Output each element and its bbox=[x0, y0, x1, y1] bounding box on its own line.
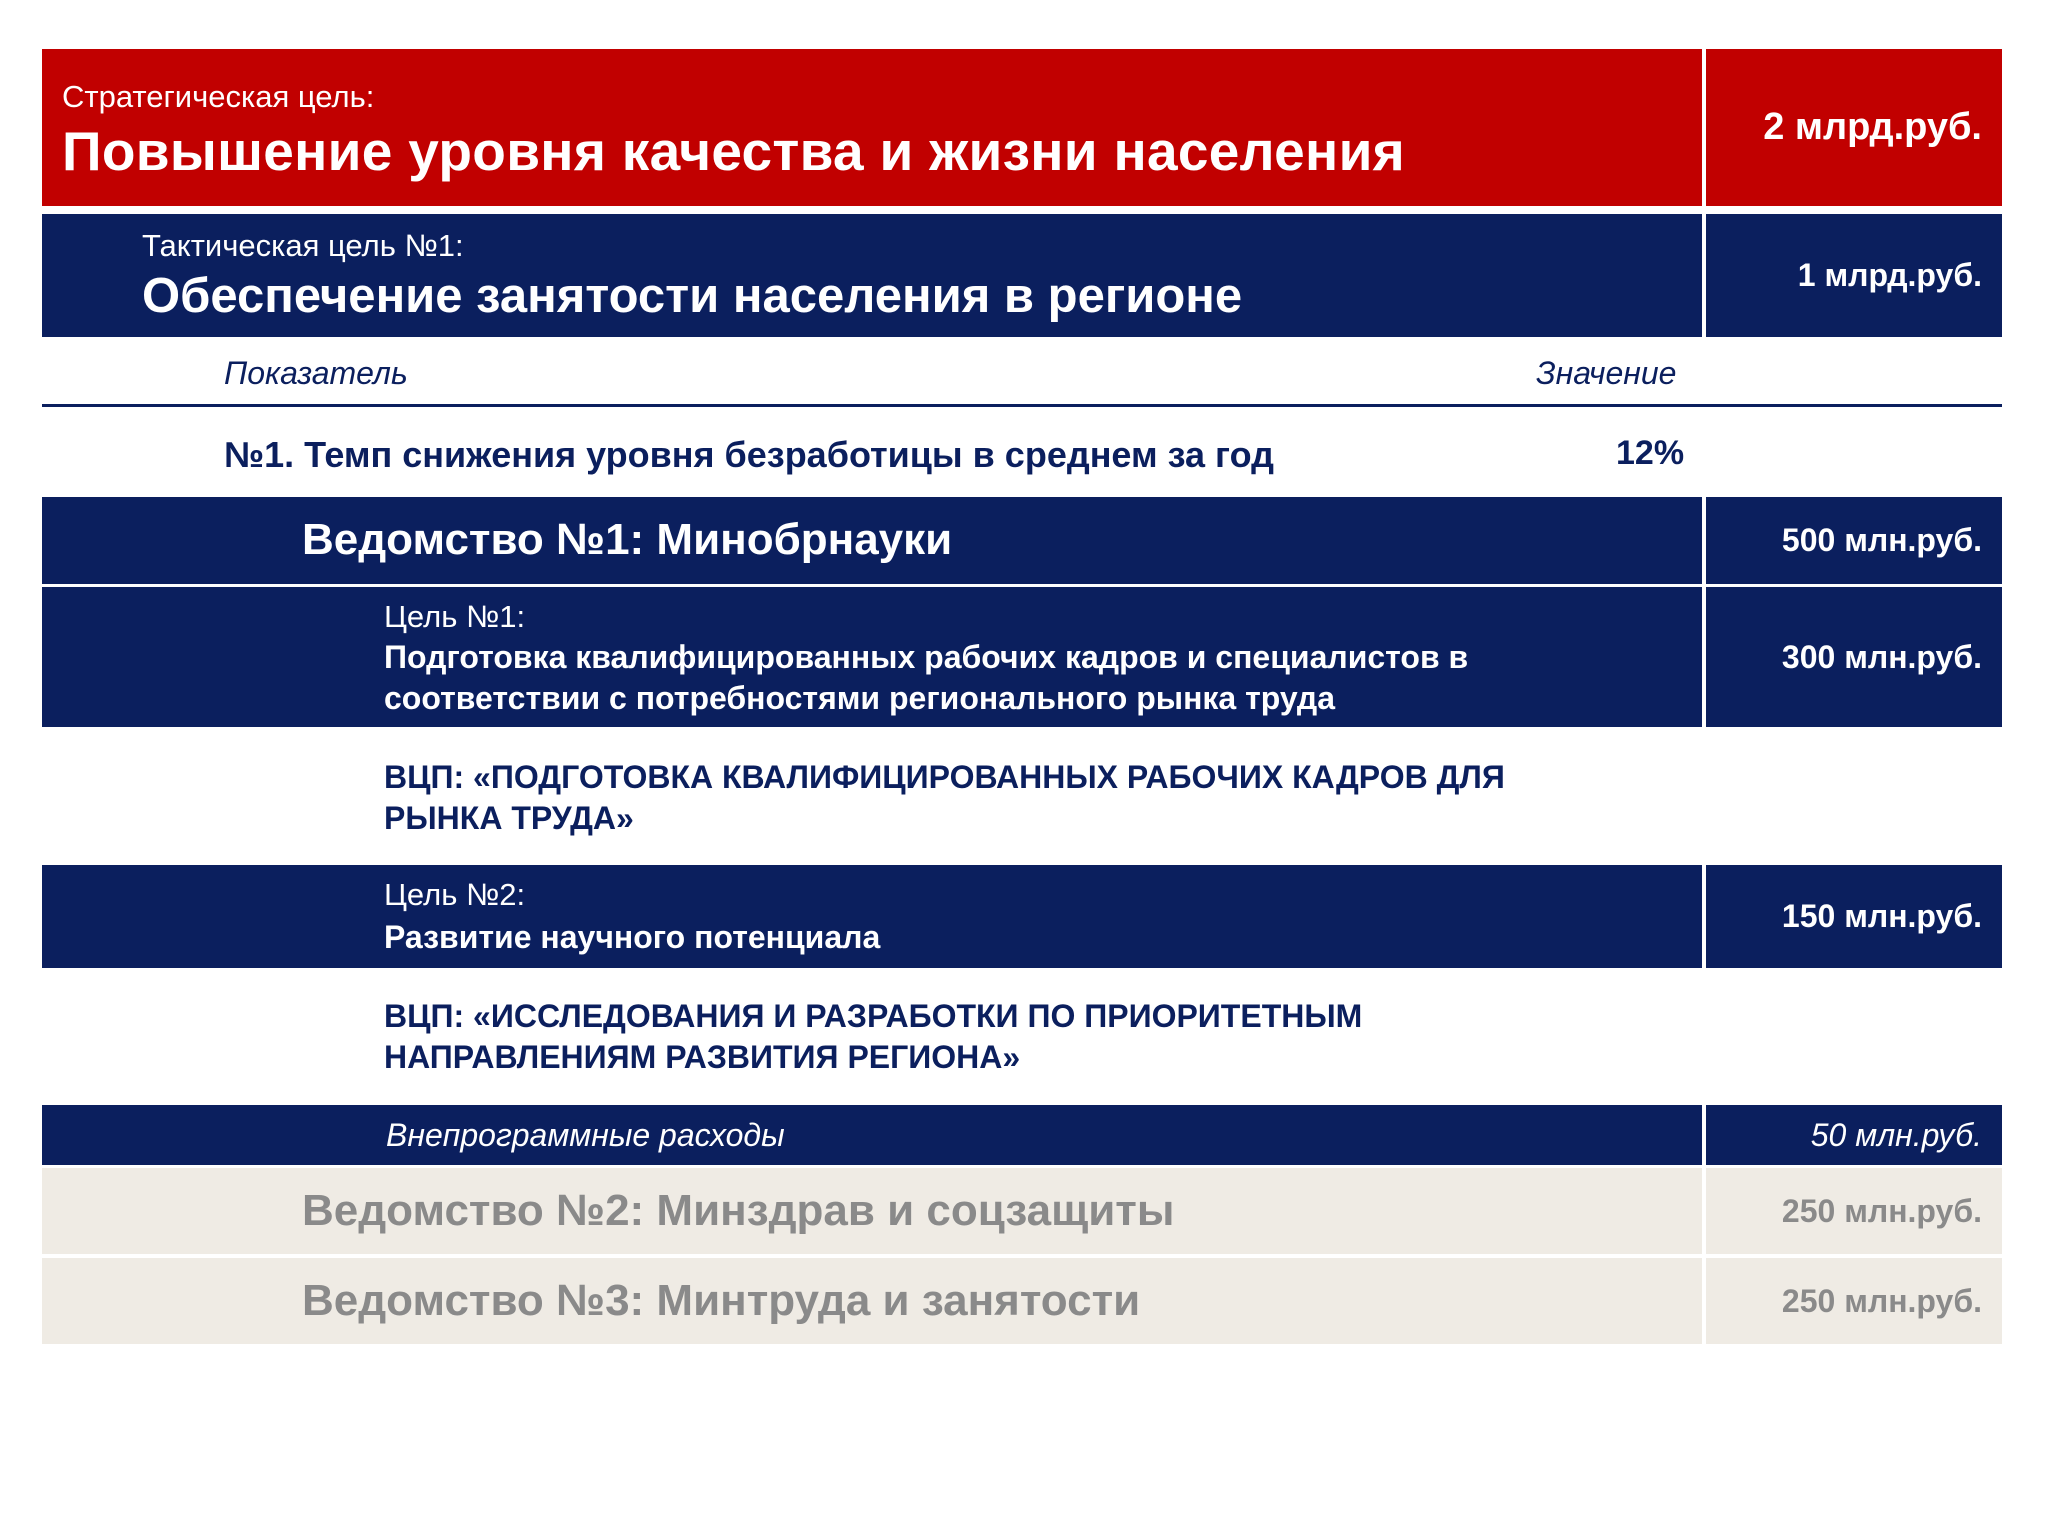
dept2-amount-cell bbox=[1706, 1168, 2002, 1254]
tactical-goal-panel bbox=[42, 214, 1702, 337]
goal2-amount: 150 млн.руб. bbox=[1781, 898, 1982, 934]
dept3-amount: 250 млн.руб. bbox=[1781, 1282, 1982, 1319]
program1-line1: ВЦП: «ПОДГОТОВКА КВАЛИФИЦИРОВАННЫХ РАБОЧИХ КАДРОВ ДЛЯ bbox=[384, 759, 1505, 795]
program2-line1: ВЦП: «ИССЛЕДОВАНИЯ И РАЗРАБОТКИ ПО ПРИОРИТЕТНЫМ bbox=[384, 998, 1363, 1034]
dept3-panel bbox=[42, 1258, 1702, 1344]
strategic-goal-row bbox=[42, 49, 2002, 206]
value-column-header: Значение bbox=[1536, 355, 1677, 391]
program1-row bbox=[42, 727, 2002, 865]
tactical-goal-amount: 1 млрд.руб. bbox=[1797, 257, 1982, 293]
offprogram-amount-cell bbox=[1706, 1105, 2002, 1165]
goal2-row bbox=[42, 865, 2002, 968]
offprogram-amount: 50 млн.руб. bbox=[1810, 1116, 1982, 1153]
goal1-title-line1: Подготовка квалифицированных рабочих кадров и специалистов в bbox=[384, 639, 1469, 675]
goal1-label: Цель №1: bbox=[384, 599, 526, 634]
strategic-goal-panel bbox=[42, 49, 1702, 206]
goal2-panel bbox=[42, 865, 1702, 968]
goal2-title: Развитие научного потенциала bbox=[384, 919, 881, 955]
dept2-panel bbox=[42, 1168, 1702, 1254]
tactical-goal-amount-cell bbox=[1706, 214, 2002, 337]
dept3-amount-cell bbox=[1706, 1258, 2002, 1344]
program1-line2: РЫНКА ТРУДА» bbox=[384, 800, 634, 836]
dept3-row bbox=[42, 1258, 2002, 1344]
program2-line2: НАПРАВЛЕНИЯМ РАЗВИТИЯ РЕГИОНА» bbox=[384, 1039, 1021, 1075]
dept1-amount-cell bbox=[1706, 497, 2002, 584]
offprogram-panel bbox=[42, 1105, 1702, 1165]
strategic-goal-amount-cell bbox=[1706, 49, 2002, 206]
indicator-header bbox=[42, 337, 2002, 407]
dept1-amount: 500 млн.руб. bbox=[1781, 522, 1982, 558]
indicator-column-header: Показатель bbox=[224, 355, 408, 391]
offprogram-row bbox=[42, 1105, 2002, 1165]
goal1-panel bbox=[42, 587, 1702, 727]
dept1-panel bbox=[42, 497, 1702, 584]
dept2-title: Ведомство №2: Минздрав и соцзащиты bbox=[302, 1186, 1175, 1235]
goal1-amount: 300 млн.руб. bbox=[1781, 638, 1982, 675]
tactical-goal-title: Обеспечение занятости населения в регионе bbox=[142, 269, 1243, 323]
dept1-row bbox=[42, 497, 2002, 584]
goal1-title-line2: соответствии с потребностями регионального рынка труда bbox=[384, 680, 1336, 716]
dept2-amount: 250 млн.руб. bbox=[1781, 1192, 1982, 1229]
goal1-row bbox=[42, 587, 2002, 727]
strategic-goal-amount: 2 млрд.руб. bbox=[1763, 106, 1982, 148]
indicator-row bbox=[42, 410, 2002, 495]
strategic-goal-label: Стратегическая цель: bbox=[62, 79, 375, 114]
dept2-row bbox=[42, 1168, 2002, 1254]
dept1-title: Ведомство №1: Минобрнауки bbox=[302, 515, 953, 564]
strategic-goal-title: Повышение уровня качества и жизни населения bbox=[62, 120, 1406, 182]
indicator-value: 12% bbox=[1616, 434, 1685, 472]
goal2-label: Цель №2: bbox=[384, 877, 526, 912]
tactical-goal-row bbox=[42, 214, 2002, 337]
goal1-amount-cell bbox=[1706, 587, 2002, 727]
offprogram-label: Внепрограммные расходы bbox=[386, 1117, 785, 1153]
goal2-amount-cell bbox=[1706, 865, 2002, 968]
header-divider bbox=[42, 404, 2002, 407]
dept3-title: Ведомство №3: Минтруда и занятости bbox=[302, 1276, 1141, 1325]
tactical-goal-label: Тактическая цель №1: bbox=[142, 228, 464, 263]
indicator-name: №1. Темп снижения уровня безработицы в среднем за год bbox=[224, 434, 1274, 475]
program2-row bbox=[42, 968, 2002, 1105]
